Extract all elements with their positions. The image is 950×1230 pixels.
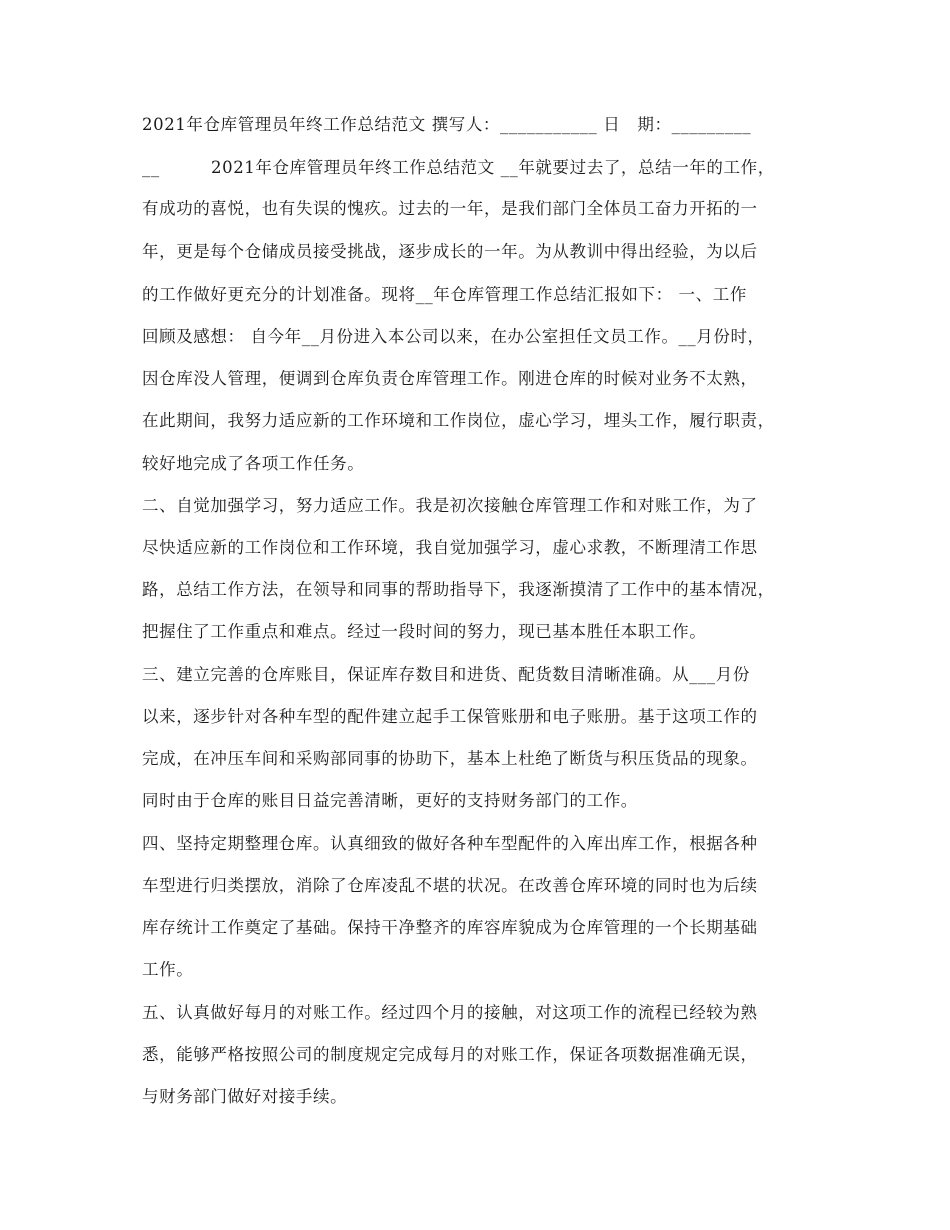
text-line: 较好地完成了各项工作任务。 <box>142 454 365 473</box>
text-line: 库存统计工作奠定了基础。保持干净整齐的库容库貌成为仓库管理的一个长期基础 <box>142 918 758 937</box>
text-line: __ 2021年仓库管理员年终工作总结范文 __年就要过去了，总结一年的工作， <box>142 158 775 177</box>
text-line: 在此期间，我努力适应新的工作环境和工作岗位，虚心学习，埋头工作，履行职责， <box>142 411 775 430</box>
paragraph-4-line: 四、坚持定期整理仓库。认真细致的做好各种车型配件的入库出库工作，根据各种 <box>142 834 758 853</box>
paragraph-3-line: 三、建立完善的仓库账目，保证库存数目和进货、配货数目清晰准确。从___月份 <box>142 665 750 684</box>
title-line: 2021年仓库管理员年终工作总结范文 撰写人：___________ 日 期：_________ <box>142 115 752 134</box>
paragraph-2-line: 二、自觉加强学习，努力适应工作。我是初次接触仓库管理工作和对账工作，为了 <box>142 496 758 515</box>
text-line: 以来，逐步针对各种车型的配件建立起手工保管账册和电子账册。基于这项工作的 <box>142 707 758 726</box>
text-line: 路，总结工作方法，在领导和同事的帮助指导下，我逐渐摸清了工作中的基本情况， <box>142 580 775 599</box>
text-line: 工作。 <box>142 960 194 979</box>
text-line: 与财务部门做好对接手续。 <box>142 1087 348 1106</box>
text-line: 有成功的喜悦，也有失误的愧疚。过去的一年，是我们部门全体员工奋力开拓的一 <box>142 199 758 218</box>
text-line: 回顾及感想： 自今年__月份进入本公司以来，在办公室担任文员工作。__月份时， <box>142 327 765 346</box>
paragraph-5-line: 五、认真做好每月的对账工作。经过四个月的接触，对这项工作的流程已经较为熟 <box>142 1003 758 1022</box>
text-line: 因仓库没人管理，便调到仓库负责仓库管理工作。刚进仓库的时候对业务不太熟， <box>142 369 758 388</box>
text-line: 的工作做好更充分的计划准备。现将__年仓库管理工作总结汇报如下： 一、工作 <box>142 285 747 304</box>
text-line: 把握住了工作重点和难点。经过一段时间的努力，现已基本胜任本职工作。 <box>142 622 707 641</box>
text-line: 年，更是每个仓储成员接受挑战，逐步成长的一年。为从教训中得出经验，为以后 <box>142 242 758 261</box>
text-line: 悉，能够严格按照公司的制度规定完成每月的对账工作，保证各项数据准确无误， <box>142 1045 758 1064</box>
text-line: 尽快适应新的工作岗位和工作环境，我自觉加强学习，虚心求教，不断理清工作思 <box>142 538 758 557</box>
text-line: 同时由于仓库的账目日益完善清晰，更好的支持财务部门的工作。 <box>142 791 638 810</box>
text-line: 完成，在冲压车间和采购部同事的协助下，基本上杜绝了断货与积压货品的现象。 <box>142 749 758 768</box>
text-line: 车型进行归类摆放，消除了仓库凌乱不堪的状况。在改善仓库环境的同时也为后续 <box>142 876 758 895</box>
